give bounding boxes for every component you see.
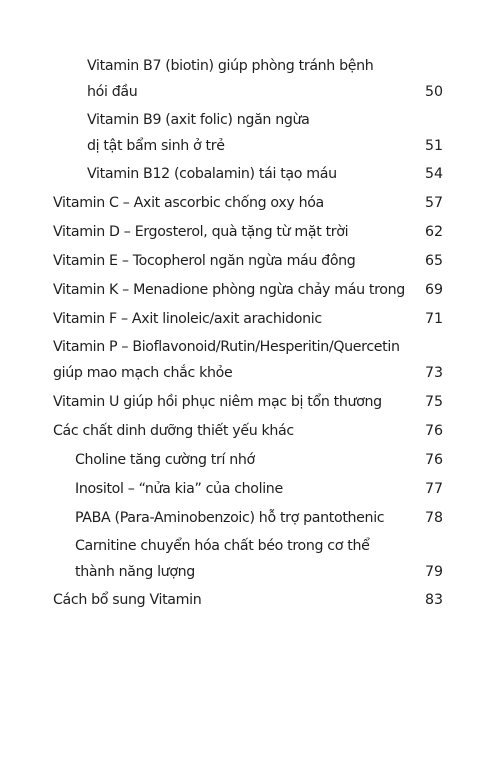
entry-title-line: Vitamin U giúp hồi phục niêm mạc bị tổn thương [53,394,382,410]
entry-title-line: Cách bổ sung Vitamin [53,592,202,608]
page-number: 65 [424,253,443,269]
page-number: 77 [424,481,443,497]
entry-title-line: Các chất dinh dưỡng thiết yếu khác [53,423,294,439]
entry-title-line: Vitamin E – Tocopherol ngăn ngừa máu đông [53,253,356,269]
entry-title-line: Vitamin B12 (cobalamin) tái tạo máu [87,166,337,182]
entry-title-line: thành năng lượng [75,564,195,580]
entry-title-line: Vitamin F – Axit linoleic/axit arachidonic [53,311,322,327]
page-number: 75 [424,394,443,410]
entry-title-line: Vitamin B9 (axit folic) ngăn ngừa [87,112,310,128]
page-number: 51 [424,138,443,154]
entry-title-line: Vitamin C – Axit ascorbic chống oxy hóa [53,195,324,211]
page-number: 76 [424,423,443,439]
entry-title-line: Vitamin K – Menadione phòng ngừa chảy máu trong [53,282,405,298]
entry-title-line: Carnitine chuyển hóa chất béo trong cơ thể [75,538,370,554]
entry-title-line: PABA (Para-Aminobenzoic) hỗ trợ pantothenic [75,510,385,526]
page-number: 50 [424,84,443,100]
page-number: 76 [424,452,443,468]
page-number: 62 [424,224,443,240]
page-number: 57 [424,195,443,211]
entry-title-line: hói đầu [87,84,138,100]
entry-title-line: Vitamin D – Ergosterol, quà tặng từ mặt trời [53,224,349,240]
entry-title-line: giúp mao mạch chắc khỏe [53,365,233,381]
entry-title-line: Choline tăng cường trí nhớ [75,452,255,468]
page-number: 79 [424,564,443,580]
page-number: 83 [424,592,443,608]
entry-title-line: dị tật bẩm sinh ở trẻ [87,138,225,154]
page-number: 71 [424,311,443,327]
page-number: 78 [424,510,443,526]
entry-title-line: Inositol – “nửa kia” của choline [75,481,283,497]
page-number: 69 [424,282,443,298]
page-number: 54 [424,166,443,182]
entry-title-line: Vitamin B7 (biotin) giúp phòng tránh bệnh [87,58,374,74]
entry-title-line: Vitamin P – Bioflavonoid/Rutin/Hesperitin/Quercetin [53,339,400,355]
page-number: 73 [424,365,443,381]
